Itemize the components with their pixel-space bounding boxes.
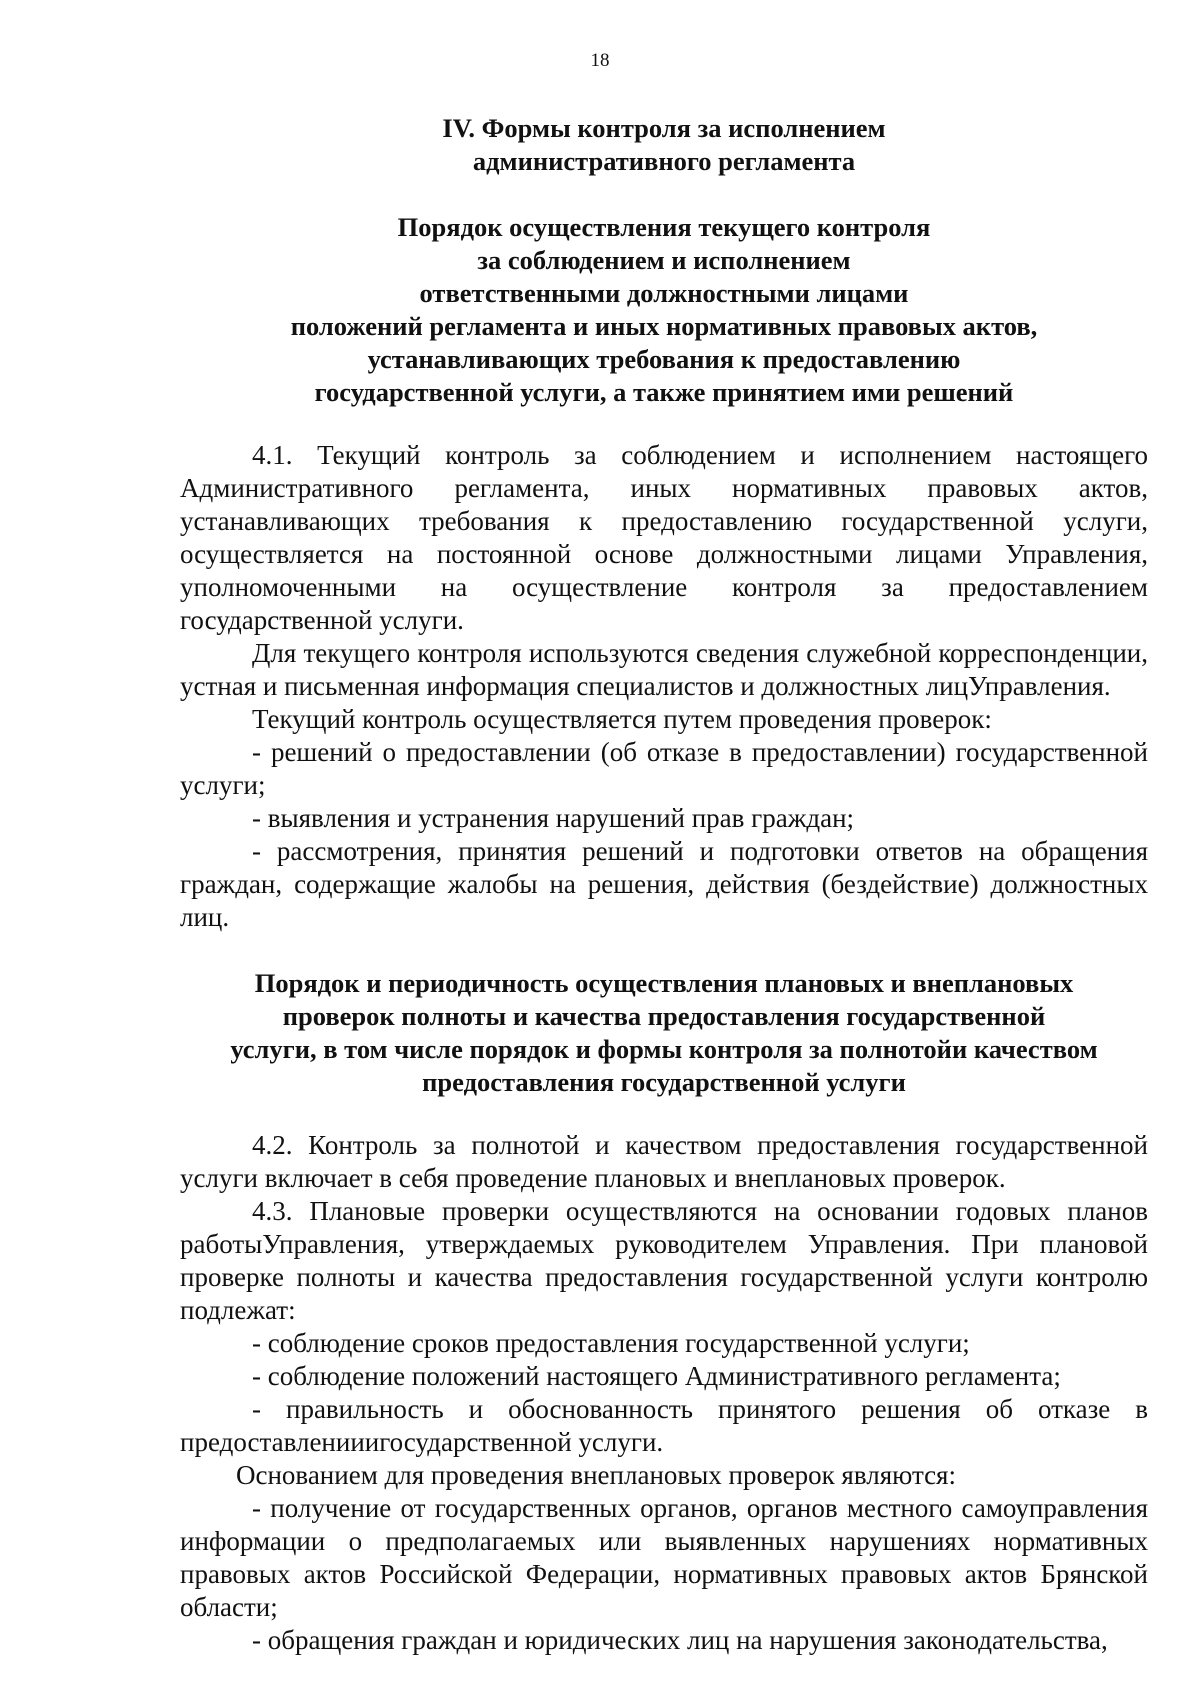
subsection-title-line: устанавливающих требования к предоставлению	[367, 344, 961, 374]
paragraph: Для текущего контроля используются сведения служебной корреспонденции, устная и письменная информация специалистов и должностных лицУправления.	[180, 638, 1148, 701]
subsection-body	[180, 1129, 1148, 1657]
paragraph: Текущий контроль осуществляется путем проведения проверок:	[252, 704, 992, 734]
subsection-title-line: проверок полноты и качества предоставления государственной	[282, 1001, 1046, 1031]
paragraph: 4.1. Текущий контроль за соблюдением и исполнением настоящего Административного регламента, иных нормативных правовых актов, устанавливающих требования к предоставлению государственной услуги, осуществляется на постоянной основе должностными лицами Управления, уполномоченными на осуществление контроля за предоставлением государственной услуги.	[180, 440, 1148, 635]
list-item: - получение от государственных органов, органов местного самоуправления информации о предполагаемых или выявленных нарушениях нормативных правовых актов Российской Федерации, нормативных правовых актов Брянской области;	[180, 1493, 1148, 1622]
list-item: - соблюдение сроков предоставления государственной услуги;	[252, 1328, 970, 1358]
list-item: - рассмотрения, принятия решений и подготовки ответов на обращения граждан, содержащие жалобы на решения, действия (бездействие) должностных лиц.	[180, 836, 1148, 932]
paragraph: 4.2. Контроль за полнотой и качеством предоставления государственной услуги включает в себя проведение плановых и внеплановых проверок.	[180, 1130, 1148, 1193]
subsection-body	[180, 439, 1148, 934]
list-item: - обращения граждан и юридических лиц на нарушения законодательства,	[252, 1625, 1108, 1655]
subsection-title-line: Порядок осуществления текущего контроля	[397, 212, 931, 242]
list-item: - выявления и устранения нарушений прав граждан;	[252, 803, 855, 833]
subsection-title-line: за соблюдением и исполнением	[477, 245, 851, 275]
section-title	[180, 112, 1148, 178]
section-title-line: административного регламента	[472, 146, 856, 176]
section-title-line: IV. Формы контроля за исполнением	[442, 113, 886, 143]
subsection-title	[180, 967, 1148, 1099]
subsection-title-line: предоставления государственной услуги	[422, 1067, 906, 1097]
list-item: - решений о предоставлении (об отказе в предоставлении) государственной услуги;	[180, 737, 1148, 800]
page-content	[180, 112, 1148, 1657]
subsection-title-line: услуги, в том числе порядок и формы контроля за полнотойи качеством	[230, 1034, 1098, 1064]
paragraph: 4.3. Плановые проверки осуществляются на основании годовых планов работыУправления, утверждаемых руководителем Управления. При плановой проверке полноты и качества предоставления государственной услуги контролю подлежат:	[180, 1196, 1148, 1325]
paragraph: Основанием для проведения внеплановых проверок являются:	[236, 1460, 956, 1490]
list-item: - соблюдение положений настоящего Административного регламента;	[252, 1361, 1061, 1391]
page-number: 18	[590, 50, 610, 71]
subsection-title-line: положений регламента и иных нормативных правовых актов,	[290, 311, 1038, 341]
subsection-title	[180, 211, 1148, 409]
list-item: - правильность и обоснованность принятого решения об отказе в предоставленииигосударственной услуги.	[180, 1394, 1148, 1457]
subsection-title-line: государственной услуги, а также принятием ими решений	[314, 377, 1014, 407]
subsection-title-line: Порядок и периодичность осуществления плановых и внеплановых	[254, 968, 1074, 998]
subsection-title-line: ответственными должностными лицами	[419, 278, 909, 308]
